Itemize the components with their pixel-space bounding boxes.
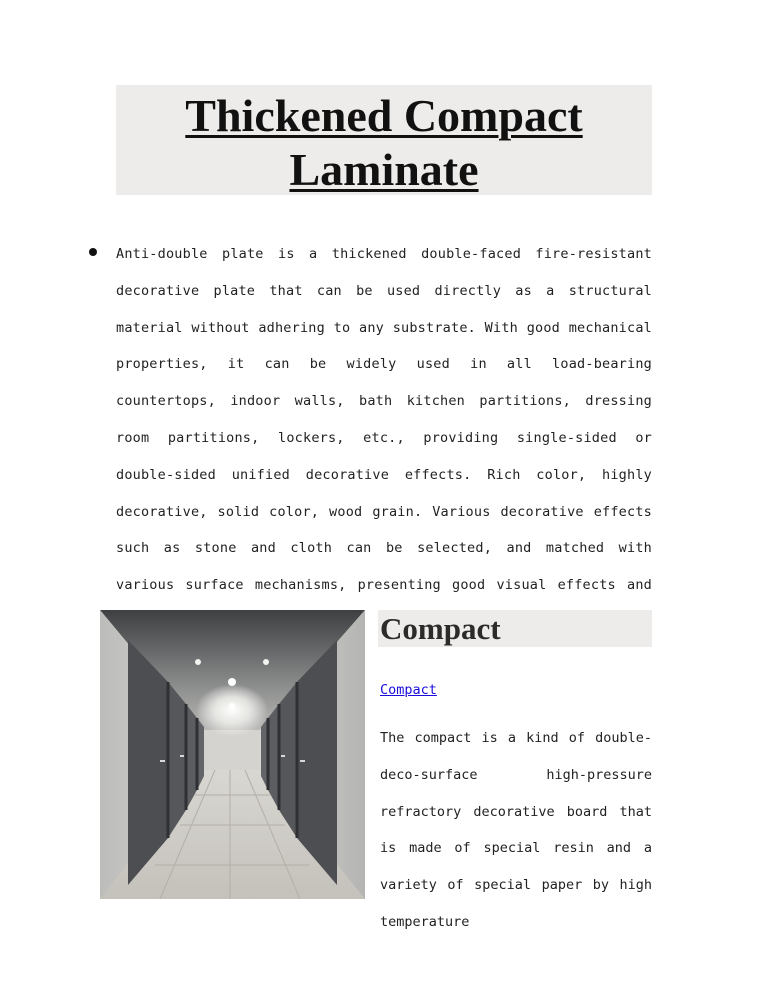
section-heading: Compact bbox=[380, 611, 501, 646]
compact-link[interactable]: Compact bbox=[380, 682, 437, 698]
title-banner bbox=[116, 85, 652, 195]
page-title: Thickened Compact Laminate bbox=[185, 90, 583, 195]
restroom-partitions-photo bbox=[100, 610, 365, 899]
section-heading-banner bbox=[378, 610, 652, 647]
section-paragraph: The compact is a kind of double-deco-surface high-pressure refractory decorative board that is made of special resin and a variety of special paper by high temperature bbox=[380, 730, 652, 930]
intro-paragraph: Anti-double plate is a thickened double-faced fire-resistant decorative plate that can be used directly as a structural material without adhering to any substrate. With good mechanical properties, it can be widely used in all load-bearing countertops, indoor walls, bath kitchen partitions, dressing room partitions, lockers, etc., providing single-sided or double-sided unified decorative effects. Rich color, highly decorative, solid color, wood grain. Various decorative effects such as stone and cloth can be selected, and matched with various surface mechanisms, presenting good visual effects and bbox=[116, 246, 652, 594]
bullet-point bbox=[89, 248, 97, 256]
